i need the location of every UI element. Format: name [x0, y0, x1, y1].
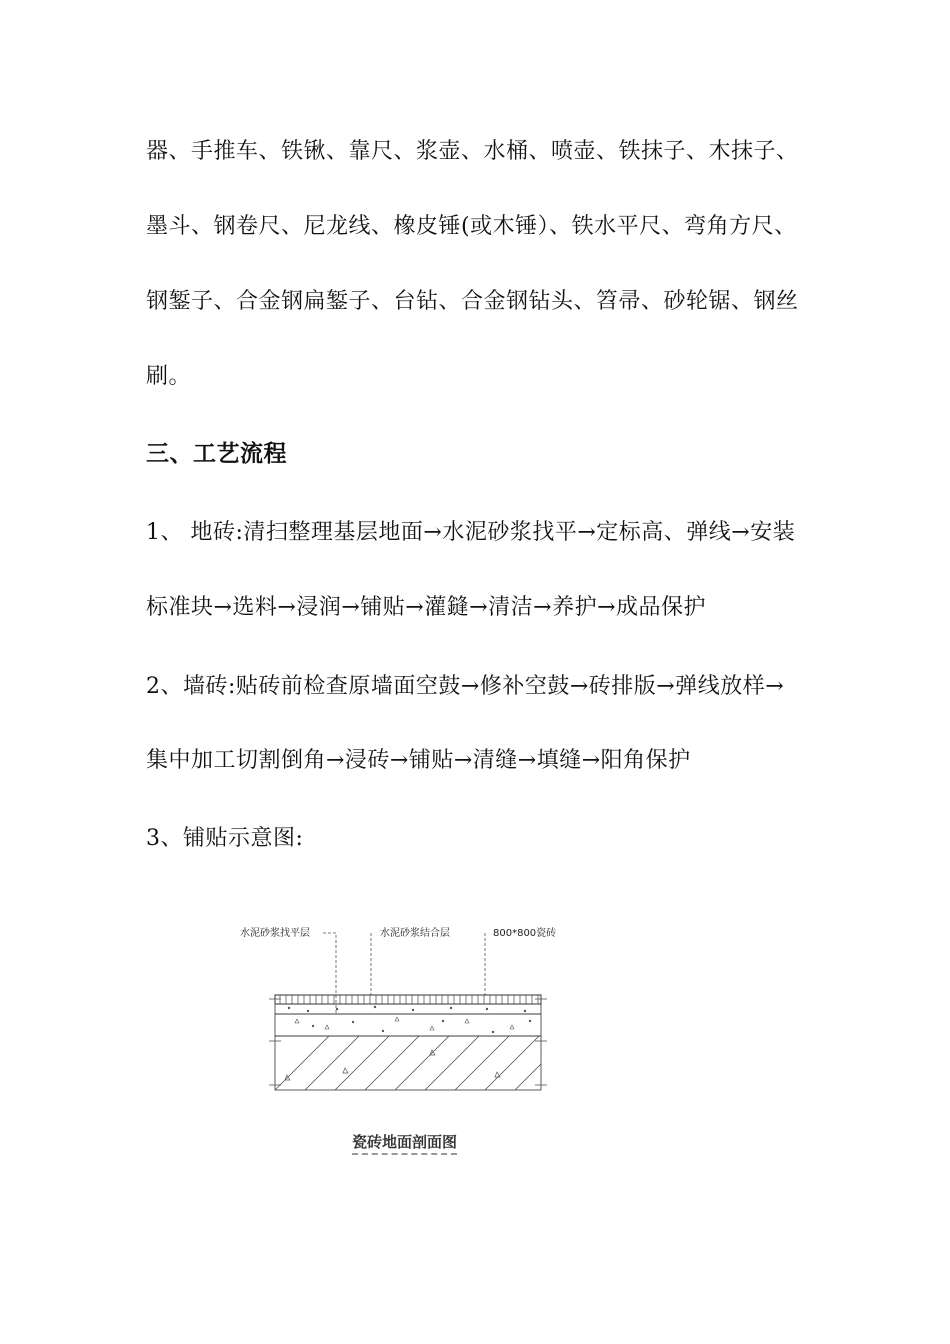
tools-line-2: 墨斗、钢卷尺、尼龙线、橡皮锤(或木锤）、铁水平尺、弯角方尺、 — [146, 214, 797, 239]
tools-line-3: 钢錾子、合金钢扁錾子、台钻、合金钢钻头、笤帚、砂轮锯、钢丝 — [146, 289, 799, 314]
label-bonding-layer: 水泥砂浆结合层 — [380, 928, 450, 939]
process-item-1-line-1: 1、 地砖:清扫整理基层地面→水泥砂浆找平→定标高、弹线→安装 — [146, 520, 796, 545]
label-leveling-layer: 水泥砂浆找平层 — [240, 928, 310, 939]
tile-ticks — [280, 995, 538, 1004]
label-tile: 800*800瓷砖 — [493, 928, 557, 939]
figure-caption: 瓷砖地面剖面图 — [352, 1131, 457, 1155]
process-item-1-line-2: 标准块→选料→浸润→铺贴→灌鏠→清洁→养护→成品保护 — [146, 595, 707, 620]
aggregate-marks — [285, 1050, 500, 1080]
floor-section-diagram — [225, 905, 585, 1165]
leader-lines — [323, 933, 485, 1015]
mortar-specks — [288, 1006, 531, 1033]
slab-hatching — [265, 1030, 585, 1100]
process-item-3: 3、铺贴示意图: — [146, 826, 304, 851]
process-item-2-line-1: 2、墙砖:贴砖前检查原墙面空鼓→修补空鼓→砖排版→弹线放样→ — [146, 674, 785, 699]
tools-line-4: 刷。 — [146, 364, 192, 389]
bonding-layer — [275, 1004, 541, 1014]
leveling-layer — [275, 1014, 541, 1036]
tools-line-1: 器、手推车、铁锹、靠尺、浆壶、水桶、喷壶、铁抹子、木抹子、 — [146, 139, 799, 164]
process-item-2-line-2: 集中加工切割倒角→浸砖→铺贴→清缝→填缝→阳角保护 — [146, 748, 691, 773]
break-lines — [269, 999, 547, 1085]
tile-layer — [275, 995, 541, 1004]
section-heading: 三、工艺流程 — [146, 440, 287, 467]
